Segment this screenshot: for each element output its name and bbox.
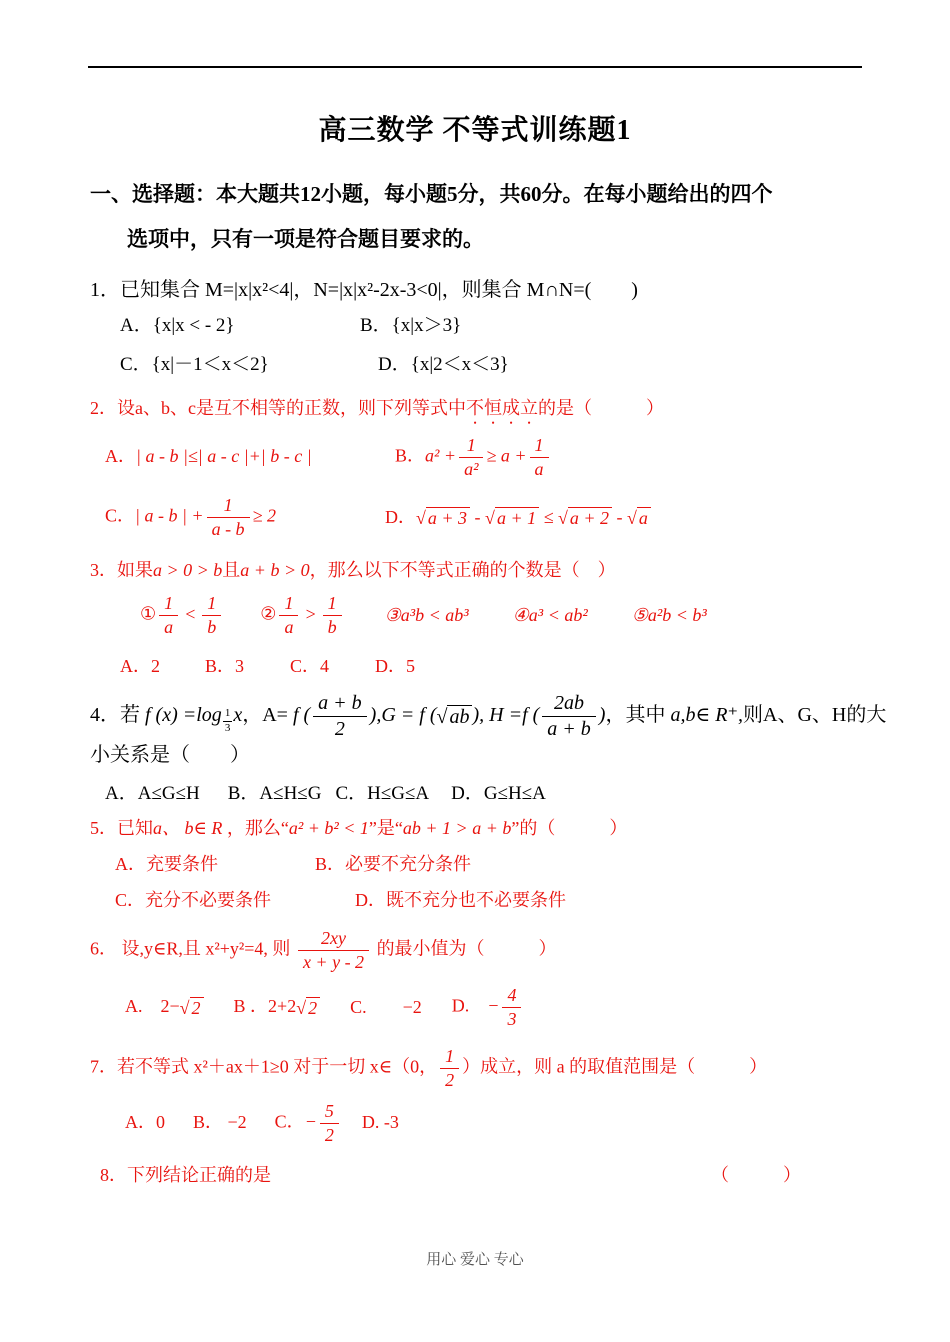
item-mark: ② <box>260 603 277 624</box>
question-6-option-d <box>452 986 525 1029</box>
stem-text: 7．若不等式 x²＋ax＋1≥0 对于一切 x∈（0， <box>90 1056 438 1077</box>
math-text: ≤ <box>539 506 558 527</box>
stem-text: 的最小值为（ ） <box>372 938 557 959</box>
question-3-item-3: ③a³b < ab³ <box>384 605 469 626</box>
question-2-option-c <box>105 496 385 539</box>
math-text: f ( <box>292 704 311 727</box>
question-1-options-row-1 <box>90 313 892 340</box>
fraction <box>159 594 178 637</box>
question-5-option-c: C．充分不必要条件 <box>115 890 272 911</box>
question-5-options-row-1 <box>90 850 892 876</box>
option-label: C． <box>105 505 136 526</box>
section-instructions-line1: 一、选择题：本大题共12小题，每小题5分，共60分。在每小题给出的四个 <box>90 182 773 206</box>
fraction-denominator: a² <box>464 458 479 479</box>
minus-sign: − <box>487 995 500 1016</box>
question-3-stem <box>90 557 892 584</box>
stem-text: 的是（ ） <box>537 397 664 418</box>
math-text: ≥ a + <box>486 445 527 466</box>
math-text: ), <box>369 704 382 727</box>
math-text: | a - b | + <box>135 505 204 526</box>
math-text: a + b > 0 <box>240 560 310 581</box>
fraction-denominator: 3 <box>224 721 231 734</box>
radical <box>180 996 204 1021</box>
question-3-item-1 <box>140 594 224 637</box>
option-label: A. 2− <box>125 996 180 1017</box>
fraction-numerator: 2ab <box>542 693 596 717</box>
fraction <box>459 436 483 479</box>
radical <box>627 506 651 531</box>
fraction <box>298 929 369 972</box>
question-6-stem <box>90 929 892 972</box>
radicand: 2 <box>306 997 320 1018</box>
radical-sign: √ <box>179 997 190 1018</box>
stem-emphasized-text: 不恒成立 <box>465 397 538 418</box>
math-text: a² + <box>425 445 457 466</box>
fraction-numerator: 5 <box>320 1102 339 1124</box>
math-text: ) <box>598 704 606 727</box>
fraction-denominator: a <box>534 458 544 479</box>
question-5-option-b: B．必要不充分条件 <box>315 853 472 874</box>
page-title: 高三数学 不等式训练题1 <box>318 115 632 146</box>
question-3-item-4: ④a³ < ab² <box>512 605 588 626</box>
question-7-options <box>90 1102 892 1145</box>
question-1-options-row-2 <box>90 352 892 379</box>
question-7-option-a: A．0 <box>125 1112 165 1133</box>
math-text: ab + 1 > a + b <box>402 818 512 839</box>
fraction <box>320 1102 339 1145</box>
question-3-option-d: D．5 <box>375 656 415 677</box>
question-3-answer-options <box>90 653 892 679</box>
math-text: G = f ( <box>381 704 437 727</box>
math-text: a > 0 > b <box>153 560 223 581</box>
fraction-numerator: a + b <box>313 693 367 717</box>
math-text: ), H = <box>472 704 523 727</box>
question-6-option-b <box>234 994 321 1020</box>
question-5-option-a: A．充要条件 <box>115 853 218 874</box>
question-2-options-row-2 <box>90 496 892 539</box>
radicand: a <box>637 507 651 528</box>
relation-sign: < <box>184 603 197 624</box>
question-3-item-2 <box>260 594 344 637</box>
fraction-numerator: 1 <box>279 594 298 616</box>
fraction-denominator: a + b <box>547 718 591 741</box>
question-1-stem: 1．已知集合 M=|x|x²<4|，N=|x|x²-2x-3<0|，则集合 M∩N=( ) <box>90 278 638 301</box>
question-3-item-5: ⑤a²b < b³ <box>631 605 707 626</box>
question-1-option-d: D．{x|2＜x＜3} <box>378 354 509 376</box>
fraction-denominator: 2 <box>324 1124 334 1145</box>
question-7-stem <box>90 1047 892 1090</box>
stem-text: 6． 设,y∈R,且 x²+y²=4, 则 <box>90 938 295 959</box>
radicand: a + 3 <box>426 507 470 528</box>
fraction <box>279 594 298 637</box>
math-text: - <box>612 506 628 527</box>
item-mark: ① <box>140 603 157 624</box>
fraction-numerator: 1 <box>207 496 250 518</box>
log-base-fraction <box>223 708 233 734</box>
question-2-option-d <box>385 505 651 531</box>
stem-text: ，那么“ <box>222 818 289 839</box>
question-3-items <box>90 594 892 637</box>
stem-text: 8．下列结论正确的是 <box>100 1165 271 1186</box>
header-rule <box>88 66 862 68</box>
stem-text: ，那么以下不等式正确的个数是（ ） <box>309 560 616 581</box>
stem-text: ，其中 <box>605 704 671 727</box>
question-4-options <box>90 780 892 807</box>
math-text: f (x) =log <box>145 704 222 727</box>
fraction-denominator: a <box>284 617 294 638</box>
math-text: x <box>233 704 243 727</box>
fraction <box>530 436 549 479</box>
radical <box>416 506 470 531</box>
radical <box>485 506 539 531</box>
radical-sign: √ <box>627 507 637 528</box>
fraction-denominator: 3 <box>507 1009 517 1030</box>
fraction-denominator: 2 <box>445 1069 455 1090</box>
fraction-denominator: b <box>207 617 217 638</box>
fraction <box>313 693 367 740</box>
page-footer: 用心 爱心 专心 <box>426 1252 524 1268</box>
fraction <box>542 693 596 740</box>
question-4-option-a: A．A≤G≤H <box>105 782 200 804</box>
math-text: f ( <box>522 704 540 727</box>
stem-text: 则A、G、H的大 <box>743 704 887 727</box>
question-1-option-b: B．{x|x＞3} <box>360 315 462 337</box>
fraction-numerator: 1 <box>459 436 483 458</box>
stem-text: 3．如果 <box>90 560 153 581</box>
stem-text: ）成立，则 a 的取值范围是（ ） <box>462 1056 768 1077</box>
question-4-option-d: D．G≤H≤A <box>451 782 546 804</box>
radicand: a + 1 <box>495 507 539 528</box>
fraction-numerator: 4 <box>502 986 521 1008</box>
option-label: B ．2+2 <box>233 996 297 1017</box>
radicand: a + 2 <box>568 507 612 528</box>
minus-sign: − <box>304 1111 317 1132</box>
option-label: D． <box>385 506 416 527</box>
math-text: a,b∈ R⁺, <box>670 704 744 727</box>
math-text: - <box>470 506 486 527</box>
section-instructions-line2: 选项中，只有一项是符合题目要求的。 <box>127 227 484 252</box>
fraction-denominator: b <box>327 617 337 638</box>
question-7-option-d: D. -3 <box>361 1112 399 1133</box>
fraction-denominator: a - b <box>211 519 245 540</box>
question-4-option-b: B．A≤H≤G <box>227 782 322 804</box>
question-7-option-c <box>275 1102 342 1145</box>
question-2-option-b <box>395 436 552 479</box>
question-7-option-b: B． −2 <box>193 1112 247 1133</box>
radical <box>436 702 472 732</box>
radicand: ab <box>447 705 472 728</box>
radicand: 2 <box>190 997 204 1018</box>
question-3-option-b: B．3 <box>205 656 245 677</box>
question-3-option-a: A．2 <box>120 656 160 677</box>
question-3-option-c: C．4 <box>290 656 330 677</box>
question-8-stem <box>90 1162 892 1189</box>
fraction <box>323 594 342 637</box>
question-4-option-c: C．H≤G≤A <box>335 782 430 804</box>
fraction-numerator: 2xy <box>298 929 369 951</box>
radical-sign: √ <box>436 705 448 728</box>
fraction-numerator: 1 <box>440 1047 459 1069</box>
fraction-numerator: 1 <box>223 708 233 722</box>
math-expression: | a - b |≤| a - c |+| b - c | <box>136 446 312 467</box>
option-label: B． <box>395 445 426 466</box>
stem-text: 5．已知 <box>90 818 153 839</box>
fraction <box>202 594 221 637</box>
stem-text: 2．设a、b、c是互不相等的正数，则下列等式中 <box>90 397 466 418</box>
answer-blank: （ ） <box>711 1165 801 1186</box>
fraction-numerator: 1 <box>159 594 178 616</box>
fraction-numerator: 1 <box>323 594 342 616</box>
option-label: A． <box>105 446 136 467</box>
fraction <box>502 986 521 1029</box>
fraction-denominator: 2 <box>334 718 345 741</box>
fraction <box>440 1047 459 1090</box>
option-label: C． <box>274 1111 305 1132</box>
radical-sign: √ <box>416 507 426 528</box>
question-5-option-d: D．既不充分也不必要条件 <box>355 890 566 911</box>
question-2-stem <box>90 395 892 428</box>
question-5-options-row-2 <box>90 887 892 913</box>
radical <box>296 996 320 1021</box>
radical-sign: √ <box>296 997 307 1018</box>
radical-sign: √ <box>485 507 495 528</box>
question-6-option-c: C. −2 <box>350 996 422 1017</box>
relation-sign: > <box>304 603 317 624</box>
question-6-option-a <box>125 994 204 1020</box>
fraction-denominator: x + y - 2 <box>302 952 365 973</box>
question-1-option-c: C．{x|－1＜x＜2} <box>120 354 269 376</box>
fraction-denominator: a <box>164 617 174 638</box>
stem-text: ，A= <box>242 704 293 727</box>
stem-text: ”的（ ） <box>511 818 628 839</box>
question-4-stem <box>90 693 892 770</box>
question-2-options-row-1 <box>90 436 892 479</box>
question-6-options <box>90 986 892 1029</box>
fraction-numerator: 1 <box>530 436 549 458</box>
radical <box>558 506 612 531</box>
math-text: a、 b∈ R <box>153 818 223 839</box>
option-label: D. <box>451 995 488 1016</box>
question-1-option-a: A．{x|x < - 2} <box>120 315 235 337</box>
math-text: a² + b² < 1 <box>288 818 369 839</box>
stem-text: ”是“ <box>368 818 403 839</box>
stem-text: 4．若 <box>90 704 145 727</box>
stem-text: 且 <box>222 560 241 581</box>
math-text: ≥ 2 <box>252 505 276 526</box>
fraction <box>207 496 250 539</box>
question-2-option-a <box>105 444 395 469</box>
radical-sign: √ <box>557 507 568 528</box>
question-5-stem <box>90 815 892 842</box>
stem-text: 小关系是（ ） <box>90 744 250 767</box>
fraction-numerator: 1 <box>202 594 221 616</box>
